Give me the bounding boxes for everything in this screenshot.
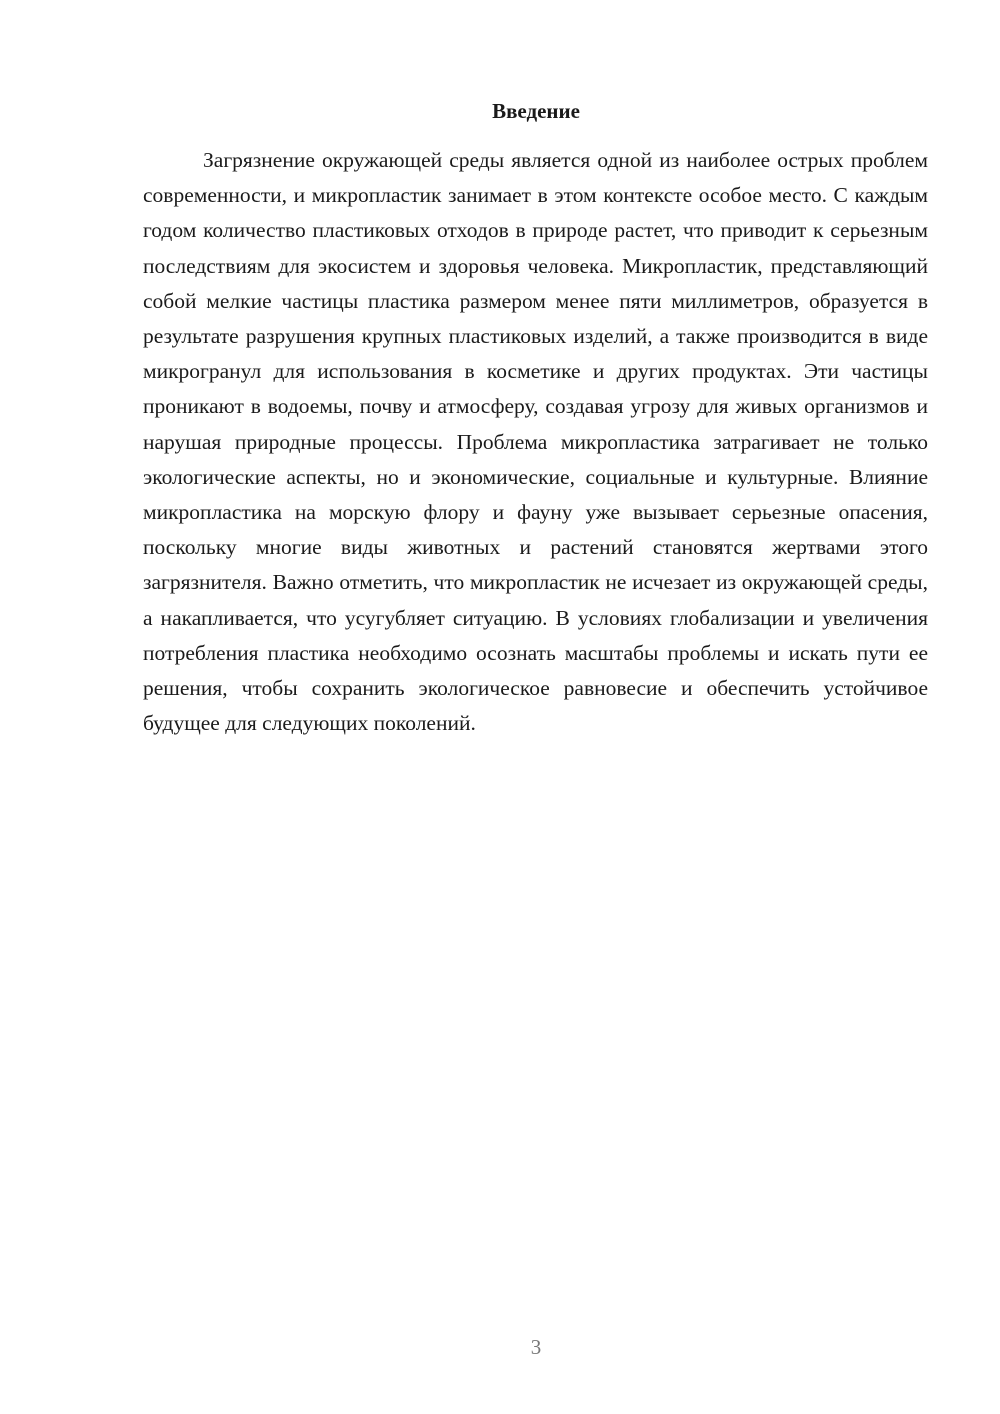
body-paragraph: Загрязнение окружающей среды является одной из наиболее острых проблем современности, и микропластик занимает в этом контексте особое место. С каждым годом количество пластиковых отходов в природе растет, что приводит к серьезным последствиям для экосистем и здоровья человека. Микропластик, представляющий собой мелкие частицы пластика размером менее пяти миллиметров, образуется в результате разрушения крупных пластиковых изделий, а также производится в виде микрогранул для использования в косметике и других продуктах. Эти частицы проникают в водоемы, почву и атмосферу, создавая угрозу для живых организмов и нарушая природные процессы. Проблема микропластика затрагивает не только экологические аспекты, но и экономические, социальные и культурные. Влияние микропластика на морскую флору и фауну уже вызывает серьезные опасения, поскольку многие виды животных и растений становятся жертвами этого загрязнителя. Важно отметить, что микропластик не исчезает из окружающей среды, а накапливается, что усугубляет ситуацию. В условиях глобализации и увеличения потребления пластика необходимо осознать масштабы проблемы и искать пути ее решения, чтобы сохранить экологическое равновесие и обеспечить устойчивое будущее для следующих поколений. [143,148,928,736]
page-number: 3 [530,1335,542,1359]
section-heading: Введение [492,99,580,123]
